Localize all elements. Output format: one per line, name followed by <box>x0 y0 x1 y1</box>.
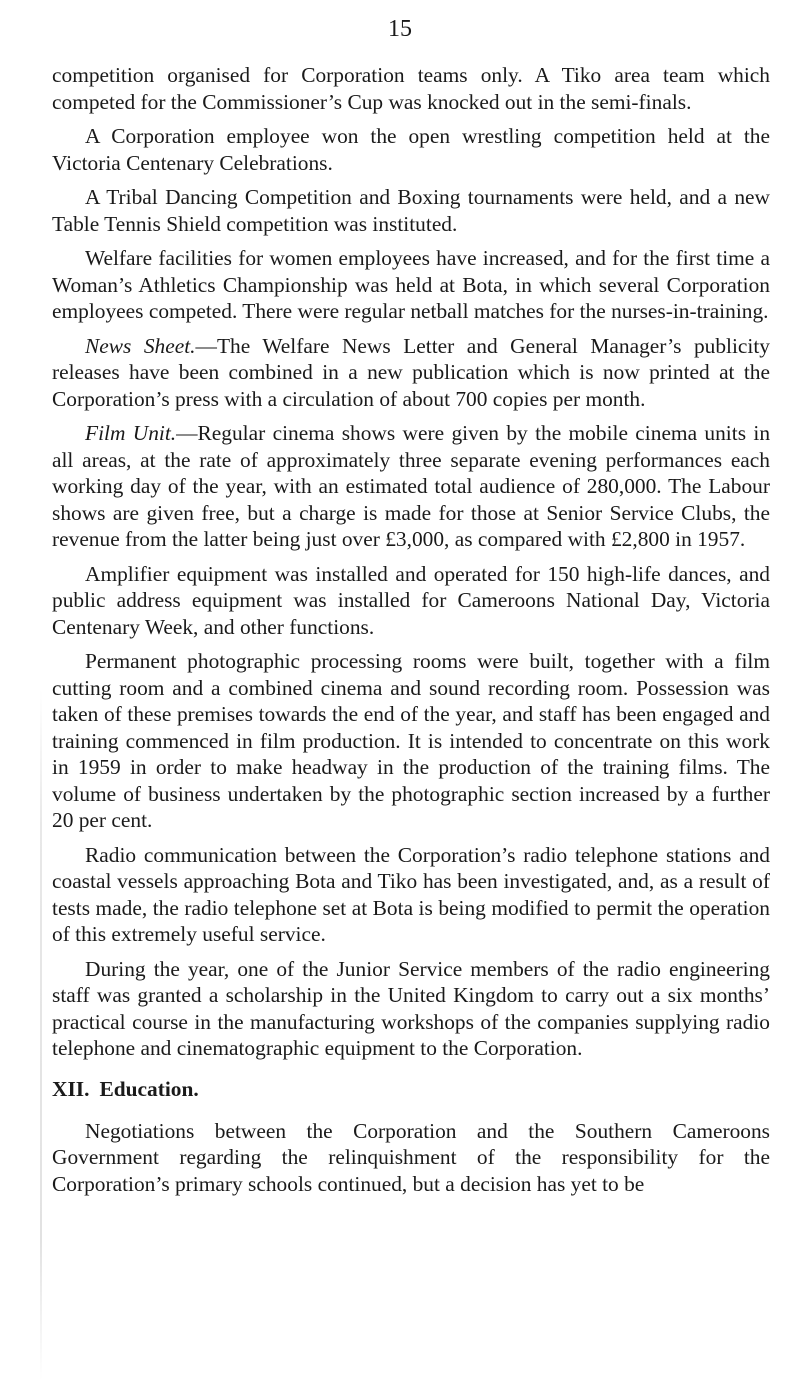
paragraph-text: Welfare facilities for women employees have increased, and for the first time a Woman’s Athletics Championship was held at Bota, in which several Corporation employees competed. There were regular netball matches for the nurses-in-training. <box>52 246 770 323</box>
paragraph <box>52 561 770 641</box>
page-number: 15 <box>388 16 412 42</box>
paragraph <box>52 1118 770 1198</box>
paragraph-text: —The Welfare News Letter and General Manager’s publicity releases have been combined in a new publication which is now printed at the Corporation’s press with a circulation of about 700 copies per month. <box>52 333 771 411</box>
section-number: XII. <box>52 1076 90 1101</box>
paragraph-text: Amplifier equipment was installed and operated for 150 high-life dances, and public address equipment was installed for Cameroons National Day, Victoria Centenary Week, and other functions. <box>52 561 770 639</box>
paragraph <box>52 184 770 237</box>
binding-shadow <box>40 690 42 1380</box>
paragraph-text: competition organised for Corporation teams only. A Tiko area team which competed for the Commissioner’s Cup was knocked out in the semi-finals. <box>52 63 770 114</box>
paragraph-text: Radio communication between the Corporation’s radio telephone stations and coastal vessels approaching Bota and Tiko has been investigated, and, as a result of tests made, the radio telephone set at Bota is being modified to permit the operation of this extremely useful service. <box>52 842 770 946</box>
body-text <box>52 62 770 1205</box>
paragraph-continued <box>52 62 770 115</box>
section-heading <box>52 1076 770 1102</box>
paragraph <box>52 123 770 176</box>
paragraph <box>52 245 770 325</box>
run-in-heading: Film Unit. <box>85 421 177 445</box>
paragraph-text: Negotiations between the Corporation and the Southern Cameroons Government regarding the relinquishment of the responsibility for the Corporation’s primary schools continued, but a decision has yet to be <box>52 1118 770 1196</box>
paragraph-text: A Tribal Dancing Competition and Boxing tournaments were held, and a new Table Tennis Shield competition was instituted. <box>52 185 770 236</box>
run-in-heading: News Sheet. <box>85 333 196 358</box>
paragraph <box>52 842 770 948</box>
paragraph <box>52 956 770 1062</box>
paragraph-text: Permanent photographic processing rooms were built, together with a film cutting room and a combined cinema and sound recording room. Possession was taken of these premises towards the end of the year, and staff has been engaged and training commenced in film production. It is intended to concentrate on this work in 1959 in order to make headway in the production of the training films. The volume of business undertaken by the photographic section increased by a further 20 per cent. <box>52 649 770 832</box>
paragraph-film-unit <box>52 420 770 553</box>
paragraph-text: During the year, one of the Junior Service members of the radio engineering staff was granted a scholarship in the United Kingdom to carry out a six months’ practical course in the manufacturing workshops of the companies supplying radio telephone and cinematographic equipment to the Corporation. <box>52 956 770 1060</box>
paragraph-text: —Regular cinema shows were given by the mobile cinema units in all areas, at the rate of approximately three separate evening performances each working day of the year, with an estimated total audience of 280,000. The Labour shows are given free, but a charge is made for those at Senior Service Clubs, the revenue from the latter being just over £3,000, as compared with £2,800 in 1957. <box>52 421 771 551</box>
paragraph <box>52 648 770 834</box>
paragraph-text: A Corporation employee won the open wrestling competition held at the Victoria Centenary Celebrations. <box>52 124 770 175</box>
section-title: Education. <box>99 1076 199 1101</box>
paragraph-news-sheet <box>52 333 770 413</box>
